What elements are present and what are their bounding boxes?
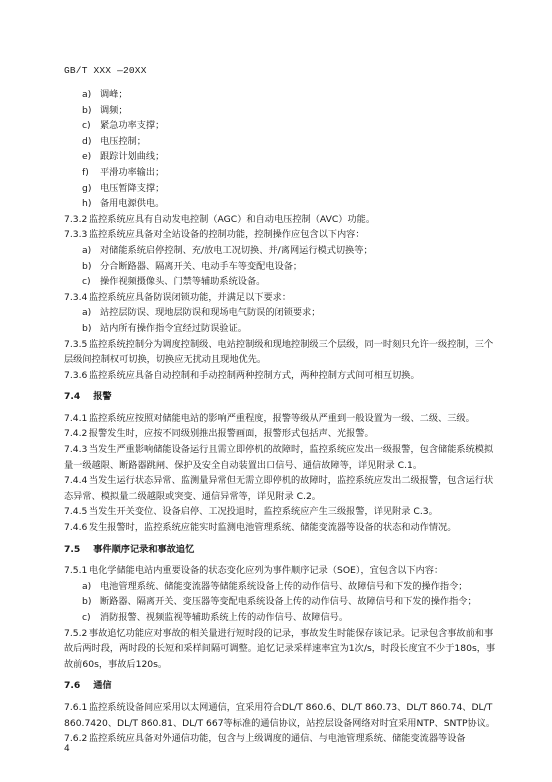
clause-7-6-1: 7.6.1 监控系统设备间应采用以太网通信，宜采用符合DL/T 860.6、DL/T 860.73、DL/T 860.74、DL/T 860.7420、DL/T 860.81、DL/T 667等标准的通信协议，站控层设备网络对时宜采用NTP、SNTP协议。 bbox=[64, 701, 496, 729]
list-item: b) 站内所有操作指令宜经过防误验证。 bbox=[82, 322, 247, 334]
clause-7-4-1: 7.4.1 监控系统应按照对储能电站的影响严重程度，报警等级从严重到一般设置为一级、二级、三级。 bbox=[64, 412, 475, 424]
document-body bbox=[64, 87, 500, 747]
clause-7-6-2: 7.6.2 监控系统应具备对外通信功能，包含与上级调度的通信、与电池管理系统、储能变流器等设备 bbox=[64, 733, 466, 745]
section-heading-7-6: 7.6 通信 bbox=[64, 680, 112, 692]
page-number: 4 bbox=[64, 744, 70, 754]
list-item: c) 消防报警、视频监视等辅助系统上传的动作信号、故障信号。 bbox=[82, 612, 349, 623]
clause-7-3-3: 7.3.3 监控系统应具备对全站设备的控制功能，控制操作应包含以下内容： bbox=[64, 229, 365, 241]
list-item: b) 调频； bbox=[82, 104, 128, 116]
clause-7-3-5: 7.3.5 监控系统控制分为调度控制级、电站控制级和现地控制级三个层级，同一时刻只允许一级控制，三个层级间控制权可切换，切换应无扰动且现地优先。 bbox=[64, 338, 494, 366]
list-item: c) 紧急功率支撑； bbox=[82, 120, 165, 132]
clause-7-3-6: 7.3.6 监控系统应具备自动控制和手动控制两种控制方式，两种控制方式间可相互切换。 bbox=[64, 369, 420, 381]
clause-7-4-2: 7.4.2 报警发生时，应按不同级别推出报警画面，报警形式包括声、光报警。 bbox=[64, 428, 374, 440]
list-item: d) 电压控制； bbox=[82, 135, 146, 147]
clause-7-4-5: 7.4.5 当发生开关变位、设备启停、工况投退时，监控系统应产生三级报警，详见附录 C.3。 bbox=[64, 506, 438, 518]
list-item: a) 站控层防误、现地层防误和现场电气防误的闭锁要求； bbox=[82, 307, 321, 319]
clause-7-3-4: 7.3.4 监控系统应具备防误闭锁功能，并满足以下要求： bbox=[64, 291, 292, 303]
list-item: b) 分合断路器、隔离开关、电动手车等变配电设备； bbox=[82, 260, 303, 272]
list-item: f) 平滑功率输出； bbox=[82, 166, 165, 178]
standard-code-header: GB/T XXX —20XX bbox=[64, 65, 147, 76]
clause-7-5-2: 7.5.2 事故追忆功能应对事故的相关量进行短时段的记录，事故发生时能保存该记录。记录包含事故前和事故后两时段，两时段的长短和采样间隔可调整。追忆记录采样速率宜为1次/s，时段长度宜不少于180s，事故前60s，事故后120s。 bbox=[64, 627, 496, 670]
list-item: h) 备用电源供电。 bbox=[82, 198, 165, 210]
clause-7-5-1: 7.5.1 电化学储能电站内重要设备的状态变化应列为事件顺序记录（SOE），宜包含以下内容： bbox=[64, 565, 444, 577]
clause-7-4-3: 7.4.3 当发生严重影响储能设备运行且需立即停机的故障时，监控系统应发出一级报警，包含储能系统模拟量一级越限、断路器跳闸、保护及安全自动装置出口信号、通信故障等，详见附录 C.1。 bbox=[64, 444, 494, 471]
list-item: g) 电压暂降支撑； bbox=[82, 182, 165, 194]
clause-7-3-2: 7.3.2 监控系统应具有自动发电控制（AGC）和自动电压控制（AVC）功能。 bbox=[64, 213, 376, 225]
clause-7-4-4: 7.4.4 当发生运行状态异常、监测量异常但无需立即停机的故障时，监控系统应发出二级报警，包含运行状态异常、模拟量二级越限或突变、通信异常等，详见附录 C.2。 bbox=[64, 475, 494, 502]
section-heading-7-4: 7.4 报警 bbox=[64, 391, 112, 403]
list-item: a) 对储能系统启停控制、充/放电工况切换、并/离网运行模式切换等； bbox=[82, 244, 373, 256]
section-heading-7-5: 7.5 事件顺序记录和事故追忆 bbox=[64, 543, 195, 555]
list-item: a) 调峰； bbox=[82, 89, 128, 100]
list-item: c) 操作视频摄像头、门禁等辅助系统设备。 bbox=[82, 276, 266, 288]
clause-7-4-6: 7.4.6 发生报警时，监控系统应能实时监测电池管理系统、储能变流器等设备的状态和动作情况。 bbox=[64, 522, 457, 534]
list-item: a) 电池管理系统、储能变流器等储能系统设备上传的动作信号、故障信号和下发的操作指令； bbox=[82, 580, 468, 592]
list-item: e) 跟踪计划曲线； bbox=[82, 151, 165, 163]
list-item: b) 断路器、隔离开关、变压器等变配电系统设备上传的动作信号、故障信号和下发的操作指令； bbox=[82, 596, 477, 608]
